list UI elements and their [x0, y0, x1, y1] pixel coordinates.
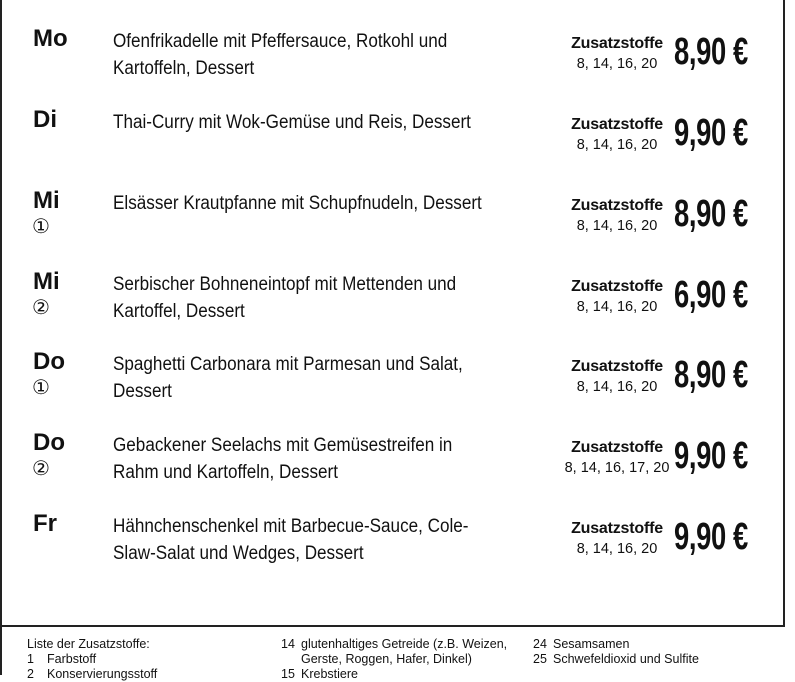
additives	[558, 357, 676, 397]
day-variant: ②	[32, 297, 50, 319]
additives	[558, 519, 676, 559]
additives-codes: 8, 14, 16, 20	[576, 218, 658, 234]
additives-codes: 8, 14, 16, 20	[576, 379, 658, 395]
dish-name: Thai-Curry mit Wok-Gemüse und Reis, Dessert	[113, 112, 471, 133]
legend-item-text: Farbstoff	[47, 652, 97, 666]
legend-item-number: 25	[533, 652, 547, 666]
price: 8,90 €	[674, 193, 748, 235]
menu-row-mi-2	[0, 269, 785, 349]
additives-codes: 8, 14, 16, 20	[576, 299, 658, 315]
legend-item-text: glutenhaltiges Getreide (z.B. Weizen,	[301, 637, 508, 651]
price: 8,90 €	[674, 31, 748, 73]
day-label: Fr	[33, 510, 57, 537]
legend-item-number: 24	[533, 637, 547, 651]
additives-label: Zusatzstoffe	[571, 358, 663, 375]
additives-label: Zusatzstoffe	[571, 35, 663, 52]
dish-name: Serbischer Bohneneintopf mit Mettenden und Kartoffel, Dessert	[113, 274, 457, 322]
additives	[558, 34, 676, 74]
legend-item-text: Sesamsamen	[553, 637, 630, 651]
day-label: Di	[33, 106, 57, 133]
legend-column-1	[27, 637, 157, 682]
price: 6,90 €	[674, 274, 748, 316]
additives-codes: 8, 14, 16, 20	[576, 137, 658, 153]
menu-row-do-2	[0, 430, 785, 510]
legend-item-text: Gerste, Roggen, Hafer, Dinkel)	[301, 652, 472, 666]
legend-item	[27, 652, 157, 667]
dish-name: Spaghetti Carbonara mit Parmesan und Salat, Dessert	[113, 354, 463, 402]
additives-codes: 8, 14, 16, 17, 20	[564, 460, 670, 476]
additives-label: Zusatzstoffe	[571, 197, 663, 214]
price: 8,90 €	[674, 354, 748, 396]
menu-row-mi-1	[0, 188, 785, 268]
day-variant: ①	[32, 377, 50, 399]
legend-item-text: Krebstiere	[301, 667, 358, 681]
dish-name: Hähnchenschenkel mit Barbecue-Sauce, Cole-Slaw-Salat und Wedges, Dessert	[113, 516, 469, 564]
legend-column-2	[281, 637, 507, 682]
additives	[558, 115, 676, 155]
legend-column-3	[533, 637, 699, 667]
price: 9,90 €	[674, 516, 748, 558]
legend-item-number: 15	[281, 667, 295, 681]
additives-codes: 8, 14, 16, 20	[576, 541, 658, 557]
price: 9,90 €	[674, 112, 748, 154]
additives-codes: 8, 14, 16, 20	[576, 56, 658, 72]
day-label: Do	[33, 348, 65, 375]
additives-label: Zusatzstoffe	[571, 439, 663, 456]
menu-row-di	[0, 107, 785, 187]
menu-row-mo	[0, 26, 785, 106]
day-label: Mi	[33, 187, 60, 214]
legend-title: Liste der Zusatzstoffe:	[27, 637, 150, 651]
additives	[558, 196, 676, 236]
additives	[558, 277, 676, 317]
legend-item-text: Schwefeldioxid und Sulfite	[553, 652, 699, 666]
legend-item	[281, 652, 507, 667]
legend-item	[533, 637, 699, 652]
legend-item	[533, 652, 699, 667]
menu-row-fr	[0, 511, 785, 591]
day-label: Mi	[33, 268, 60, 295]
additives-label: Zusatzstoffe	[571, 278, 663, 295]
day-label: Do	[33, 429, 65, 456]
menu-row-do-1	[0, 349, 785, 429]
day-label: Mo	[33, 25, 68, 52]
legend-item-number: 1	[27, 652, 34, 666]
additives-label: Zusatzstoffe	[571, 520, 663, 537]
day-variant: ②	[32, 458, 50, 480]
legend-item	[281, 637, 507, 652]
dish-name: Ofenfrikadelle mit Pfeffersauce, Rotkohl und Kartoffeln, Dessert	[113, 31, 448, 79]
legend-divider	[0, 625, 785, 627]
dish-name: Gebackener Seelachs mit Gemüsestreifen in Rahm und Kartoffeln, Dessert	[113, 435, 453, 483]
legend-item-number: 14	[281, 637, 295, 651]
dish-name: Elsässer Krautpfanne mit Schupfnudeln, Dessert	[113, 193, 482, 214]
additives	[558, 438, 676, 478]
day-variant: ①	[32, 216, 50, 238]
price: 9,90 €	[674, 435, 748, 477]
legend-item-text: Konservierungsstoff	[47, 667, 158, 681]
legend-item-number: 2	[27, 667, 34, 681]
additives-label: Zusatzstoffe	[571, 116, 663, 133]
